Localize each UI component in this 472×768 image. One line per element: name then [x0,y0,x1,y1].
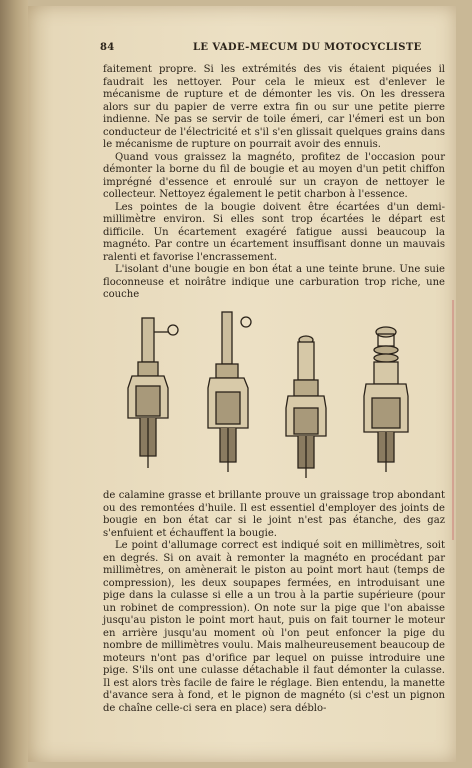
text-block-bottom [103,490,445,715]
spark-plug-drawing [364,327,408,472]
text-block-top [103,64,445,302]
page-header [100,42,448,56]
spark-plug-drawing [208,312,251,472]
paragraph: Quand vous graissez la magnéto, profitez de l'occasion pour démonter la borne du fil de bougie et au moyen d'un petit chiffon imprégné d'essence et enroulé sur un crayon de nettoyer le collecteur. Nettoyez également le petit charbon à l'essence. [103,151,445,200]
paragraph: faitement propre. Si les extrémités des vis étaient piquées il faudrait les nettoyer. Pour cela le mieux est d'enlever le mécanisme de rupture et de démonter les vis. On les dressera alors sur du papier de verre extra fin ou sur une petite pierre indienne. Ne pas se servir de toile émeri, car l'émeri est un bon conducteur de l'électricité et s'il s'en glissait quelques grains dans le mécanisme de rupture on pourrait avoir des ennuis. [103,64,445,150]
paragraph: Les pointes de la bougie doivent être écartées d'un demi-millimètre environ. Si elles sont trop écartées le départ est difficile. Un écartement exagéré fatigue aussi beaucoup la magnéto. Par contre un écartement insuffisant donne un mauvais ralenti et favorise l'encrassement. [103,201,445,263]
page-number: 84 [100,42,115,53]
spark-plugs-illustration [110,308,430,478]
margin-pencil-mark [452,300,454,540]
paragraph: de calamine grasse et brillante prouve un graissage trop abondant ou des remontées d'huile. Il est essentiel d'employer des joints de bougie en bon état car si le joint n'est pas étanche, des gaz s'enfuient et échauffent la bougie. [103,490,445,539]
spark-plug-drawing [286,336,326,478]
paragraph: Le point d'allumage correct est indiqué soit en millimètres, soit en degrés. Si on avait à remonter la magnéto en procédant par millimètres, on amènerait le piston au point mort haut (temps de compression), les deux soupapes fermées, en introduisant une pige dans la culasse si elle a un trou à la partie supérieure (pour un robinet de compression). On note sur la pige que l'on abaisse jusqu'au piston le point mort haut, puis on fait tourner le moteur en arrière jusqu'au moment où l'on peut enfoncer la pige du nombre de millimètres voulu. Mais malheureusement beaucoup de moteurs n'ont pas d'orifice par lequel on puisse introduire une pige. S'ils ont une culasse détachable il faut démonter la culasse. Il est alors très facile de faire le réglage. Bien entendu, la manette d'avance sera à fond, et le pignon de magnéto (si c'est un pignon de chaîne celle-ci sera en place) sera déblo- [103,540,445,714]
paragraph: L'isolant d'une bougie en bon état a une teinte brune. Une suie floconneuse et noirâtre indique une carburation trop riche, une couche [103,264,445,300]
book-gutter [0,0,28,768]
running-title: LE VADE-MECUM DU MOTOCYCLISTE [193,42,422,53]
spark-plug-drawing [128,318,178,468]
